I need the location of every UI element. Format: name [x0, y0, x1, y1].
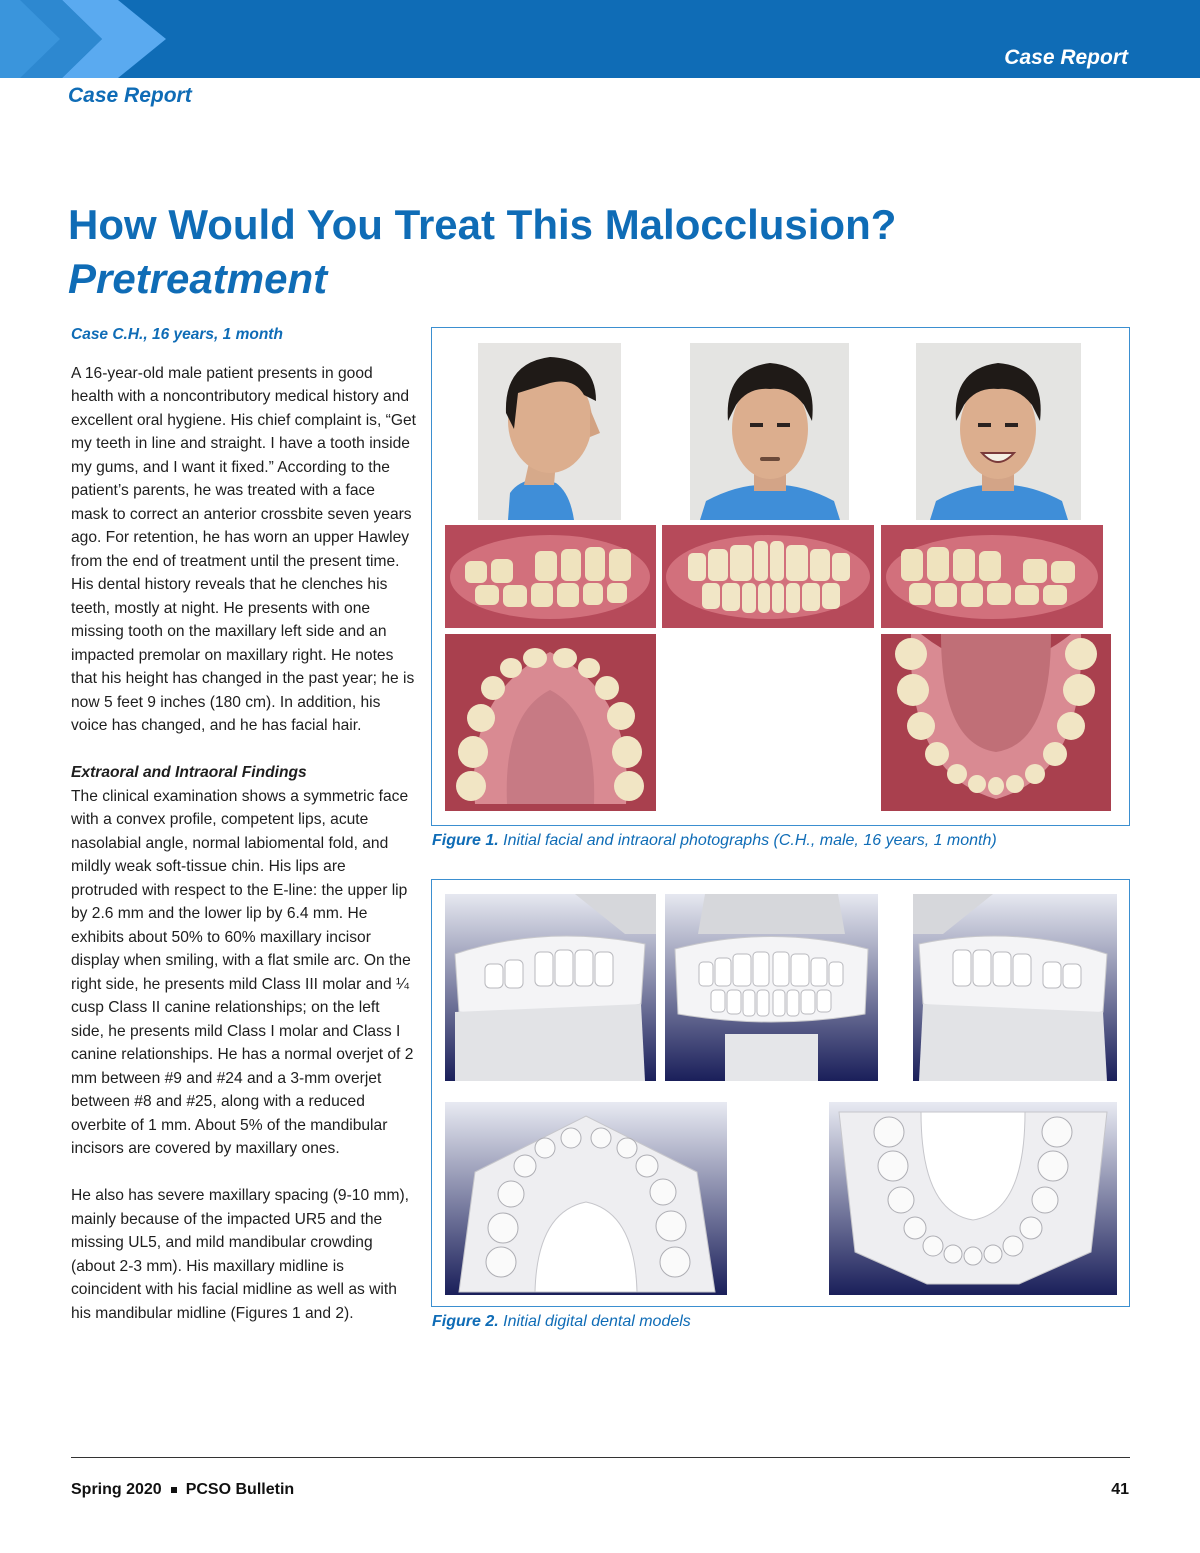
- maxillary-occlusal-photo: [445, 634, 656, 811]
- figure-2-caption-text: Initial digital dental models: [503, 1313, 691, 1330]
- chevron-decoration-icon: [0, 0, 180, 78]
- footer-divider: [71, 1457, 1130, 1458]
- paragraph-1: A 16-year-old male patient presents in good health with a noncontributory medical history and excellent oral hygiene. His chief complaint is, “Get my teeth in line and straight. I have a tooth inside my gums, and I want it fixed.” According to the patient’s parents, he was treated with a face mask to correct an anterior crossbite seven years ago. For retention, he has worn an upper Hawley from the end of treatment until the present time. His dental history reveals that he clenches his teeth, mostly at night. He presents with one missing tooth on the maxillary left side and an impacted premolar on maxillary right. He notes that his height has changed in the past year; he is now 5 feet 9 inches (180 cm). In addition, his voice has changed, and he has facial hair.: [71, 364, 416, 734]
- footer-publication: PCSO Bulletin: [185, 1481, 295, 1498]
- mandibular-model-view: [829, 1102, 1117, 1295]
- case-line: Case C.H., 16 years, 1 month: [71, 326, 283, 343]
- section-label-right: Case Report: [1004, 46, 1128, 69]
- left-buccal-photo: [881, 525, 1103, 628]
- article-body: [71, 323, 416, 1349]
- figure-1-label: Figure 1.: [432, 832, 499, 849]
- frontal-model-view: [665, 894, 878, 1081]
- paragraph-2: The clinical examination shows a symmetric face with a convex profile, competent lips, acute nasolabial angle, normal labiomental fold, and mildly weak soft-tissue chin. His lips are protruded with respect to the E-line: the upper lip by 2.6 mm and the lower lip by 6.4 mm. He exhibits about 50% to 60% maxillary incisor display when smiling, with a flat smile arc. On the right side, he presents mild Class III molar and ¼ cusp Class II canine relationships; on the left side, he presents mild Class I molar and Class I canine relationships. He has a normal overjet of 2 mm between #9 and #24 and a 3-mm overjet between #8 and #25, along with a reduced overbite of 1 mm. About 5% of the mandibular incisors are covered by maxillary ones.: [71, 787, 414, 1157]
- article-title: [68, 198, 896, 306]
- mandibular-occlusal-photo: [881, 634, 1111, 811]
- frontal-intraoral-photo: [662, 525, 874, 628]
- figure-1-box: [431, 327, 1130, 826]
- figure-2-box: [431, 879, 1130, 1307]
- right-buccal-photo: [445, 525, 656, 628]
- title-line-1: How Would You Treat This Malocclusion?: [68, 201, 897, 248]
- frontal-face-photo: [690, 343, 849, 520]
- findings-subheading: Extraoral and Intraoral Findings: [71, 764, 307, 781]
- figure-1-caption: [432, 832, 997, 850]
- paragraph-3: He also has severe maxillary spacing (9-10 mm), mainly because of the impacted UR5 and the missing UL5, and mild mandibular crowding (about 2-3 mm). His maxillary midline is coincident with his facial midline as well as with his mandibular midline (Figures 1 and 2).: [71, 1187, 409, 1322]
- footer-issue: Spring 2020: [71, 1481, 162, 1498]
- section-label-left: Case Report: [68, 84, 192, 107]
- profile-face-photo: [478, 343, 621, 520]
- figure-2-caption: [432, 1313, 691, 1331]
- top-banner: [0, 0, 1200, 78]
- findings-section: [71, 761, 416, 1161]
- title-line-2: Pretreatment: [68, 255, 328, 302]
- page-number: 41: [1111, 1481, 1129, 1498]
- figure-2-label: Figure 2.: [432, 1313, 499, 1330]
- maxillary-model-view: [445, 1102, 727, 1295]
- right-model-view: [445, 894, 656, 1081]
- footer-issue-info: [71, 1481, 294, 1499]
- left-model-view: [913, 894, 1117, 1081]
- figure-1-caption-text: Initial facial and intraoral photographs (C.H., male, 16 years, 1 month): [503, 832, 997, 849]
- smiling-face-photo: [916, 343, 1081, 520]
- bullet-square-icon: [171, 1487, 177, 1493]
